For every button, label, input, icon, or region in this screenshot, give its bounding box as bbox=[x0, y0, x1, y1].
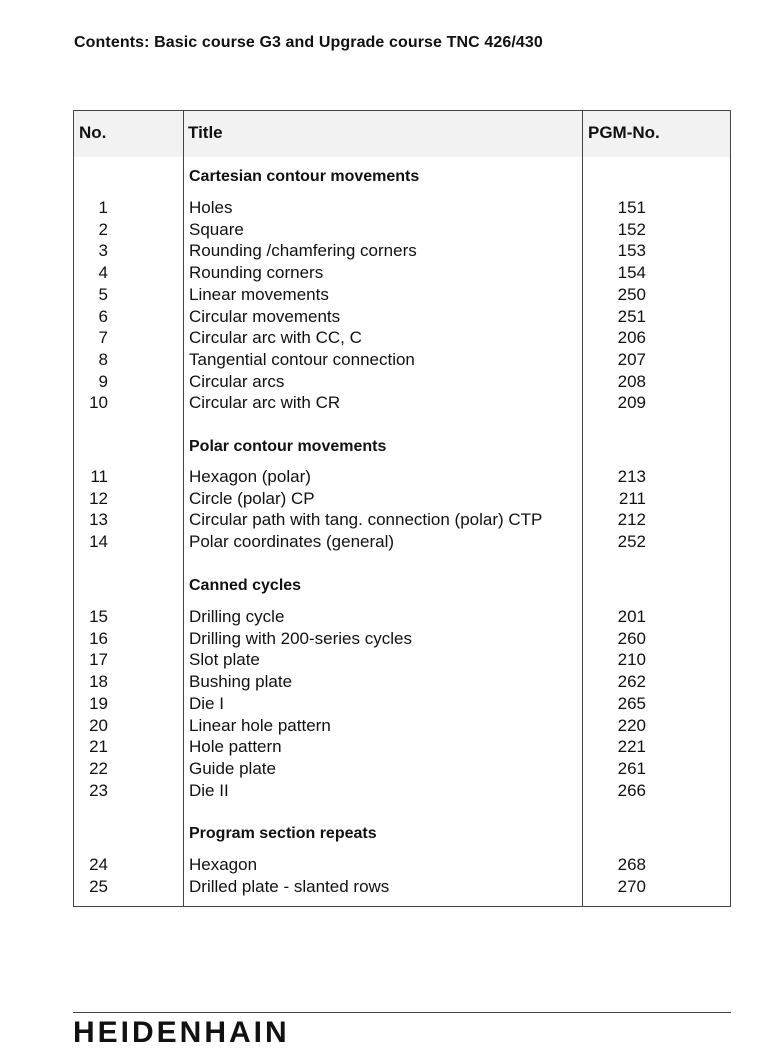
row-title: Circular path with tang. connection (polar) CTP bbox=[189, 510, 543, 530]
row-no: 13 bbox=[89, 510, 108, 530]
row-title: Die I bbox=[189, 693, 224, 713]
row-title: Hexagon (polar) bbox=[189, 467, 311, 486]
table-row bbox=[74, 488, 730, 510]
table-row bbox=[74, 284, 730, 306]
table-row bbox=[74, 649, 730, 671]
table-row bbox=[74, 306, 730, 328]
table-row bbox=[74, 466, 730, 488]
row-pgm-no: 251 bbox=[617, 306, 646, 326]
row-no: 9 bbox=[98, 371, 108, 391]
row-title: Circular arc with CR bbox=[189, 393, 341, 413]
row-no: 24 bbox=[89, 855, 108, 874]
row-title: Tangential contour connection bbox=[189, 349, 415, 369]
row-no: 15 bbox=[89, 607, 108, 626]
row-title: Slot plate bbox=[189, 650, 260, 670]
row-no: 4 bbox=[98, 263, 108, 283]
row-title: Square bbox=[189, 219, 244, 239]
row-pgm-no: 252 bbox=[617, 532, 646, 552]
row-no: 16 bbox=[89, 628, 108, 648]
row-no: 12 bbox=[89, 488, 108, 508]
row-pgm-no: 221 bbox=[617, 737, 646, 757]
row-pgm-no: 207 bbox=[617, 349, 646, 369]
row-no: 5 bbox=[98, 284, 108, 304]
table-row bbox=[74, 197, 730, 219]
row-pgm-no: 154 bbox=[617, 263, 646, 283]
table-row bbox=[74, 262, 730, 284]
section-heading: Program section repeats bbox=[189, 825, 377, 842]
row-pgm-no: 220 bbox=[617, 715, 646, 735]
row-no: 21 bbox=[89, 737, 108, 757]
row-no: 14 bbox=[89, 532, 108, 552]
table-row bbox=[74, 349, 730, 371]
section-heading: Canned cycles bbox=[189, 577, 302, 594]
row-title: Linear hole pattern bbox=[189, 715, 331, 735]
row-pgm-no: 208 bbox=[617, 371, 646, 391]
row-pgm-no: 152 bbox=[617, 219, 646, 239]
row-no: 20 bbox=[89, 715, 108, 735]
row-pgm-no: 270 bbox=[617, 876, 646, 896]
brand-logo bbox=[73, 1016, 323, 1049]
table-row bbox=[74, 392, 730, 414]
table-row bbox=[74, 606, 730, 628]
section-heading: Cartesian contour movements bbox=[189, 168, 420, 185]
row-title: Circular arcs bbox=[189, 371, 285, 391]
table-row bbox=[74, 371, 730, 393]
row-title: Rounding /chamfering corners bbox=[189, 241, 417, 261]
table-row bbox=[74, 509, 730, 531]
row-title: Polar coordinates (general) bbox=[189, 532, 395, 552]
row-pgm-no: 261 bbox=[617, 758, 646, 778]
header-no: No. bbox=[79, 123, 107, 142]
row-pgm-no: 206 bbox=[617, 328, 646, 348]
table-row bbox=[74, 715, 730, 737]
row-pgm-no: 260 bbox=[617, 628, 646, 648]
row-no: 7 bbox=[98, 328, 108, 348]
page-title: Contents: Basic course G3 and Upgrade course TNC 426/430 bbox=[74, 34, 543, 51]
row-pgm-no: 209 bbox=[617, 393, 646, 413]
row-pgm-no: 266 bbox=[617, 780, 646, 800]
footer-rule bbox=[73, 1012, 731, 1013]
row-title: Holes bbox=[189, 198, 233, 217]
row-title: Rounding corners bbox=[189, 263, 324, 283]
row-title: Circle (polar) CP bbox=[189, 488, 315, 508]
row-title: Bushing plate bbox=[189, 672, 293, 692]
row-pgm-no: 212 bbox=[617, 510, 646, 530]
row-no: 22 bbox=[89, 758, 108, 778]
section-heading: Polar contour movements bbox=[189, 438, 387, 455]
row-no: 8 bbox=[98, 349, 108, 369]
row-pgm-no: 268 bbox=[617, 855, 646, 874]
row-no: 23 bbox=[89, 780, 108, 800]
table-row bbox=[74, 671, 730, 693]
table-row bbox=[74, 736, 730, 758]
row-no: 6 bbox=[98, 306, 108, 326]
brand-logo-text: HEIDENHAIN bbox=[73, 1016, 290, 1049]
row-no: 19 bbox=[89, 693, 108, 713]
row-title: Linear movements bbox=[189, 284, 329, 304]
table-row bbox=[74, 531, 730, 553]
row-no: 11 bbox=[90, 467, 108, 486]
table-row bbox=[74, 876, 730, 898]
table-row bbox=[74, 780, 730, 802]
row-title: Circular arc with CC, C bbox=[189, 328, 362, 348]
row-no: 10 bbox=[89, 393, 108, 413]
row-no: 17 bbox=[89, 650, 108, 670]
row-title: Drilled plate - slanted rows bbox=[189, 876, 390, 896]
row-pgm-no: 211 bbox=[618, 488, 646, 508]
table-row bbox=[74, 854, 730, 876]
table-row bbox=[74, 693, 730, 715]
row-title: Die II bbox=[189, 780, 229, 800]
table-row bbox=[74, 628, 730, 650]
row-pgm-no: 201 bbox=[617, 607, 646, 626]
table-row bbox=[74, 240, 730, 262]
row-title: Hexagon bbox=[189, 855, 258, 874]
row-no: 25 bbox=[89, 876, 108, 896]
row-no: 2 bbox=[98, 219, 108, 239]
table-row bbox=[74, 219, 730, 241]
header-title: Title bbox=[188, 123, 223, 142]
row-pgm-no: 153 bbox=[617, 241, 646, 261]
header-pgm-no: PGM-No. bbox=[588, 123, 660, 142]
row-pgm-no: 210 bbox=[617, 650, 646, 670]
row-title: Circular movements bbox=[189, 306, 341, 326]
row-no: 18 bbox=[89, 672, 108, 692]
row-pgm-no: 151 bbox=[617, 198, 646, 217]
contents-table bbox=[73, 110, 731, 907]
row-pgm-no: 265 bbox=[617, 693, 646, 713]
row-title: Drilling cycle bbox=[189, 607, 285, 626]
row-no: 1 bbox=[98, 198, 108, 217]
row-pgm-no: 213 bbox=[617, 467, 646, 486]
row-pgm-no: 262 bbox=[617, 672, 646, 692]
row-title: Guide plate bbox=[189, 758, 276, 778]
row-no: 3 bbox=[98, 241, 108, 261]
row-title: Drilling with 200-series cycles bbox=[189, 628, 412, 648]
table-row bbox=[74, 758, 730, 780]
row-pgm-no: 250 bbox=[617, 284, 646, 304]
table-row bbox=[74, 327, 730, 349]
row-title: Hole pattern bbox=[189, 737, 282, 757]
